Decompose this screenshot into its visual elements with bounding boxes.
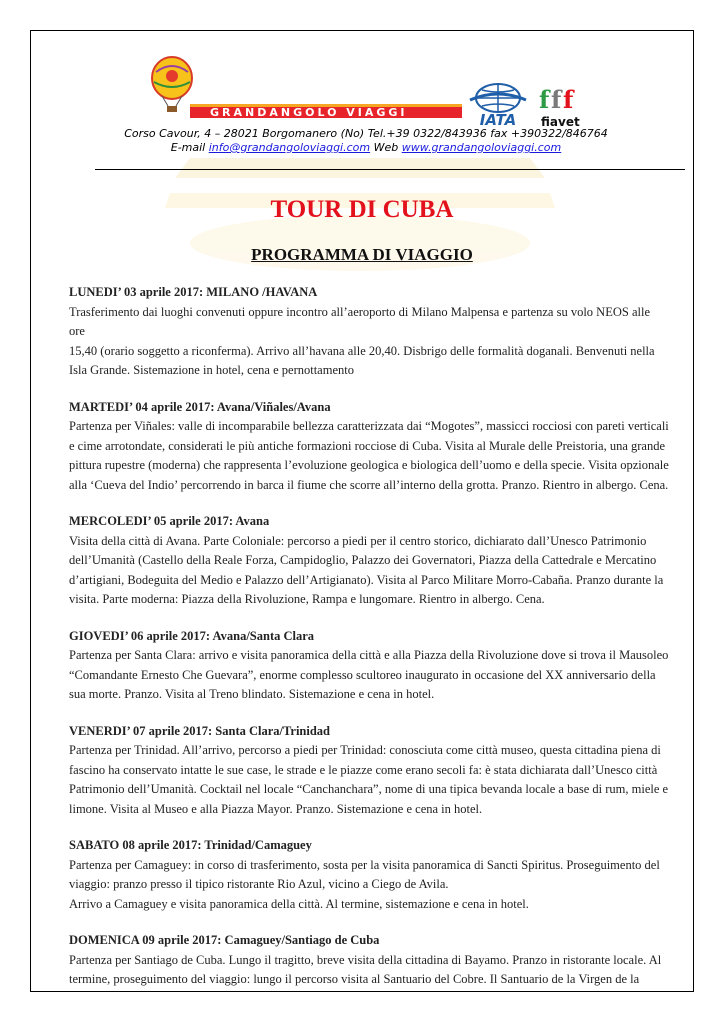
contact-line xyxy=(4,141,724,154)
address-line: Corso Cavour, 4 – 28021 Borgomanero (No) Tel.+39 0322/843936 fax +390322/846764 xyxy=(124,127,608,140)
document-subtitle: PROGRAMMA DI VIAGGIO xyxy=(251,245,473,264)
day-heading: MERCOLEDI’ 05 aprile 2017: Avana xyxy=(69,514,270,528)
day-heading: GIOVEDI’ 06 aprile 2017: Avana/Santa Clara xyxy=(69,628,315,643)
day-description-line: Partenza per Trinidad. All’arrivo, percorso a piedi per Trinidad: conosciuta come città museo, questa cittadina piena di xyxy=(69,743,661,757)
itinerary-day xyxy=(69,836,669,914)
document-title: TOUR DI CUBA xyxy=(270,196,454,223)
day-description-line: pittura rupestre (moderna) che rappresenta l’evoluzione geologica e biologica dell’uomo e della specie. Visita opzionale xyxy=(69,458,669,472)
day-description-line: viaggio: pranzo presso il tipico ristorante Rio Azul, vicino a Ciego de Avila. xyxy=(69,877,449,891)
itinerary-day xyxy=(69,627,669,705)
day-heading: DOMENICA 09 aprile 2017: Camaguey/Santiago de Cuba xyxy=(69,933,380,947)
brand-logo-stripe xyxy=(190,100,462,122)
day-description-line: Partenza per Viñales: valle di incomparabile bellezza caratterizzata dai “Mogotes”, massicci rocciosi con pareti verticali xyxy=(69,419,669,433)
iata-label: IATA xyxy=(479,111,517,128)
itinerary-day xyxy=(69,398,669,496)
svg-text:f: f xyxy=(539,85,550,114)
day-description-line: Isla Grande. Sistemazione in hotel, cena e pernottamento xyxy=(69,363,354,377)
web-prefix: Web xyxy=(370,141,402,154)
website-link[interactable]: www.grandangoloviaggi.com xyxy=(401,141,562,154)
svg-text:f: f xyxy=(563,85,574,114)
day-description-line: d’artigiani, Bodeguita del Medio e Palazzo dell’Artigianato). Visita al Parco Militare Morro-Cabaña. Pranzo durante la xyxy=(69,572,664,587)
itinerary xyxy=(69,283,669,1007)
day-heading: SABATO 08 aprile 2017: Trinidad/Camaguey xyxy=(69,838,312,852)
day-description-line: dell’Umanità (Castello della Reale Forza, Campidoglio, Palazzo dei Governatori, Piazza della Cattedrale e Mercatino xyxy=(69,553,657,567)
day-description-line: 15,40 (orario soggetto a riconferma). Arrivo all’havana alle 20,40. Disbrigo delle formalità doganali. Benvenuti nella xyxy=(69,343,655,358)
day-description-line: visita. Parte moderna: Piazza della Rivoluzione, Rampa e lungomare. Rientro in albergo. Cena. xyxy=(69,592,545,606)
balloon-logo-icon xyxy=(148,56,196,114)
itinerary-day xyxy=(69,931,669,990)
itinerary-day xyxy=(69,722,669,820)
day-description-line: Patrimonio dell’Umanità. Cocktail nel locale “Canchanchara”, nome di una tipica bevanda locale a base di rum, miele e xyxy=(69,782,669,796)
day-description-line: e cime arrotondate, considerati le più antiche formazioni rocciose di Cuba. Visita al Murale delle Preistoria, una grande xyxy=(69,438,666,453)
day-description-line: alla ‘Cueva del Indio’ percorrendo in barca il fiume che scorre all’interno della grotta. Pranzo. Rientro in albergo. Cena. xyxy=(69,477,669,492)
email-prefix: E-mail xyxy=(170,141,209,154)
day-description-line: Partenza per Camaguey: in corso di trasferimento, sosta per la visita panoramica di Sancti Spiritus. Proseguimento del xyxy=(69,857,660,872)
day-heading: VENERDI’ 07 aprile 2017: Santa Clara/Trinidad xyxy=(69,723,331,738)
day-description-line: termine, proseguimento del viaggio: lungo il percorso visita al Santuario del Cobre. Il Santuario de la Virgen de la xyxy=(69,972,640,986)
day-description-line: limone. Visita al Museo e alla Piazza Mayor. Pranzo. Sistemazione e cena in hotel. xyxy=(69,801,483,816)
day-description-line: Arrivo a Camaguey e visita panoramica della città. Al termine, sistemazione e cena in hotel. xyxy=(69,896,529,911)
itinerary-day xyxy=(69,283,669,381)
email-link[interactable]: info@grandangoloviaggi.com xyxy=(208,141,371,154)
letterhead xyxy=(0,0,724,172)
brand-name: GRANDANGOLO VIAGGI xyxy=(210,106,408,119)
header-divider xyxy=(95,169,685,170)
day-description-line: Visita della città di Avana. Parte Coloniale: percorso a piedi per il centro storico, dichiarato dall’Unesco Patrimonio xyxy=(69,533,647,548)
day-description-line: Partenza per Santa Clara: arrivo e visita panoramica della città e alla Piazza della Rivoluzione dove si trova il Mausoleo xyxy=(69,648,669,662)
iata-logo-icon xyxy=(466,82,530,128)
svg-text:f: f xyxy=(551,85,562,114)
day-description-line: “Comandante Ernesto Che Guevara”, enorme complesso scultoreo inaugurato in occasione del XX anniversario della xyxy=(69,667,656,682)
day-description-line: sua morte. Pranzo. Visita al Treno blindato. Sistemazione e cena in hotel. xyxy=(69,687,435,701)
day-heading: MARTEDI’ 04 aprile 2017: Avana/Viñales/Avana xyxy=(69,399,331,414)
day-description-line: Partenza per Santiago de Cuba. Lungo il tragitto, breve visita della cittadina di Bayamo. Pranzo in ristorante locale. Al xyxy=(69,952,662,967)
day-heading: LUNEDI’ 03 aprile 2017: MILANO /HAVANA xyxy=(69,285,318,299)
day-description-line: fascino ha conservato intatte le sue case, le strade e le piazze come erano secoli fa: è stata dichiarata dall’Unesco città xyxy=(69,762,658,777)
fiavet-logo-icon xyxy=(539,84,585,130)
day-description-line: Trasferimento dai luoghi convenuti oppure incontro all’aeroporto di Milano Malpensa e partenza su volo NEOS alle ore xyxy=(69,304,650,338)
fiavet-label: fiavet xyxy=(541,115,580,129)
itinerary-day xyxy=(69,512,669,610)
